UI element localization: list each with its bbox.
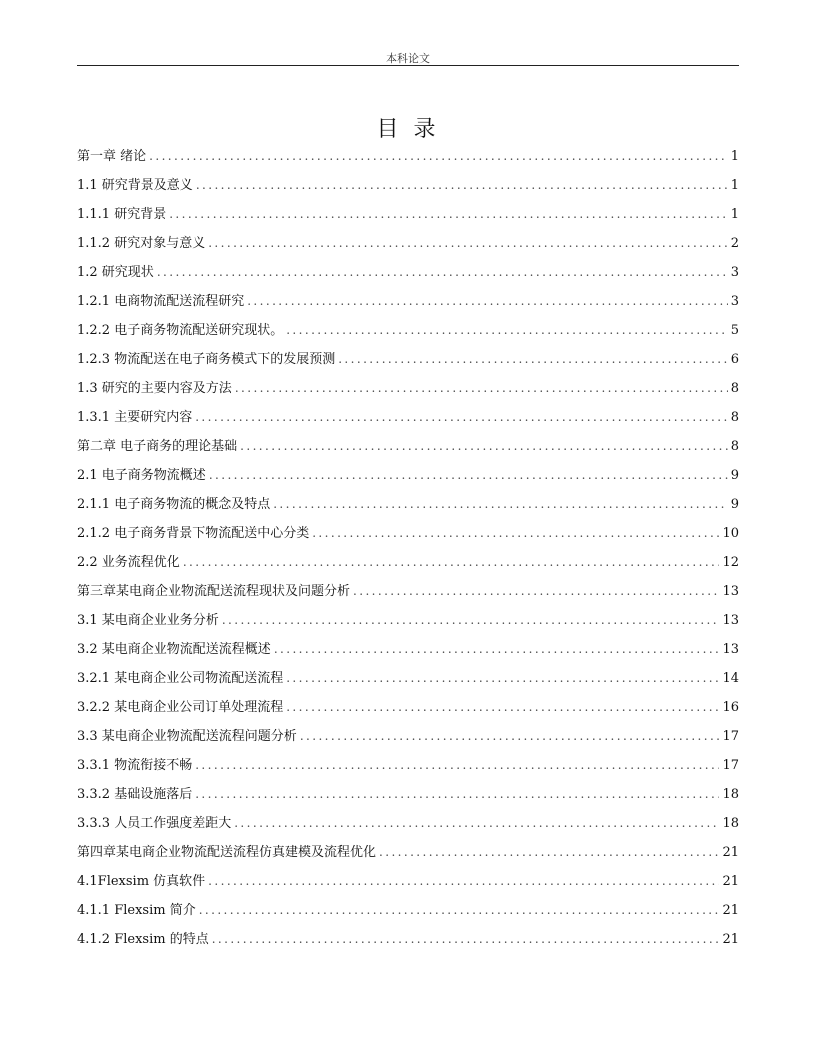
toc-entry-label: 4.1.1 Flexsim 简介 — [77, 903, 196, 918]
toc-entry-page: 14 — [722, 671, 739, 686]
toc-entry-page: 3 — [730, 265, 739, 280]
toc-entry[interactable] — [77, 316, 739, 345]
toc-entry-page: 1 — [730, 149, 739, 164]
toc-leader-dots — [235, 374, 728, 403]
toc-entry[interactable] — [77, 577, 739, 606]
toc-entry[interactable] — [77, 635, 739, 664]
toc-entry[interactable] — [77, 287, 739, 316]
toc-entry-label: 4.1Flexsim 仿真软件 — [77, 874, 206, 889]
toc-entry[interactable] — [77, 171, 739, 200]
toc-entry[interactable] — [77, 867, 739, 896]
toc-leader-dots — [195, 751, 719, 780]
toc-entry[interactable] — [77, 403, 739, 432]
toc-entry[interactable] — [77, 838, 739, 867]
toc-entry-label: 3.1 某电商企业业务分析 — [77, 613, 219, 628]
toc-leader-dots — [286, 693, 719, 722]
toc-entry-page: 9 — [730, 497, 739, 512]
toc-entry-label: 3.3 某电商企业物流配送流程问题分析 — [77, 729, 297, 744]
toc-leader-dots — [338, 345, 728, 374]
toc-leader-dots — [195, 403, 728, 432]
toc-entry[interactable] — [77, 519, 739, 548]
toc-entry[interactable] — [77, 664, 739, 693]
toc-entry-page: 18 — [722, 787, 739, 802]
toc-entry-page: 5 — [730, 323, 739, 338]
toc-entry-label: 3.2.1 某电商企业公司物流配送流程 — [77, 671, 284, 686]
toc-entry-page: 8 — [730, 410, 739, 425]
toc-entry-page: 16 — [722, 700, 739, 715]
toc-leader-dots — [240, 432, 728, 461]
toc-entry-label: 1.3.1 主要研究内容 — [77, 410, 193, 425]
toc-leader-dots — [183, 548, 720, 577]
toc-leader-dots — [274, 635, 720, 664]
toc-entry-label: 第二章 电子商务的理论基础 — [77, 439, 238, 454]
toc-entry-label: 3.3.2 基础设施落后 — [77, 787, 193, 802]
toc-entry[interactable] — [77, 925, 739, 954]
toc-entry-page: 21 — [722, 874, 739, 889]
page-header: 本科论文 — [386, 52, 430, 65]
header-rule — [77, 65, 739, 66]
toc-leader-dots — [234, 809, 719, 838]
toc-entry-label: 2.1.2 电子商务背景下物流配送中心分类 — [77, 526, 310, 541]
toc-entry-page: 17 — [722, 758, 739, 773]
toc-entry-label: 1.2.2 电子商务物流配送研究现状。 — [77, 323, 284, 338]
toc-entry-page: 13 — [722, 642, 739, 657]
toc-entry-label: 1.2 研究现状 — [77, 265, 154, 280]
toc-entry-label: 第四章某电商企业物流配送流程仿真建模及流程优化 — [77, 845, 377, 860]
toc-leader-dots — [157, 258, 728, 287]
toc-entry[interactable] — [77, 606, 739, 635]
toc-entry-page: 8 — [730, 381, 739, 396]
toc-entry-page: 17 — [722, 729, 739, 744]
toc-entry-label: 1.1.1 研究背景 — [77, 207, 167, 222]
toc-entry-label: 3.3.3 人员工作强度差距大 — [77, 816, 232, 831]
toc-entry[interactable] — [77, 722, 739, 751]
toc-entry-label: 第一章 绪论 — [77, 149, 147, 164]
toc-entry-page: 2 — [730, 236, 739, 251]
toc-entry[interactable] — [77, 432, 739, 461]
toc-leader-dots — [196, 171, 728, 200]
toc-entry-label: 1.3 研究的主要内容及方法 — [77, 381, 232, 396]
toc-entry-page: 6 — [730, 352, 739, 367]
toc-entry[interactable] — [77, 200, 739, 229]
toc-leader-dots — [199, 896, 720, 925]
toc-entry-page: 1 — [730, 178, 739, 193]
toc-entry[interactable] — [77, 229, 739, 258]
toc-leader-dots — [286, 316, 728, 345]
toc-leader-dots — [169, 200, 728, 229]
toc-entry-page: 21 — [722, 903, 739, 918]
toc-entry[interactable] — [77, 461, 739, 490]
toc-entry-label: 1.1 研究背景及意义 — [77, 178, 193, 193]
toc-leader-dots — [273, 490, 728, 519]
toc-leader-dots — [312, 519, 719, 548]
toc-entry[interactable] — [77, 490, 739, 519]
toc-leader-dots — [208, 229, 728, 258]
toc-entry[interactable] — [77, 548, 739, 577]
toc-leader-dots — [212, 925, 720, 954]
toc-entry-page: 13 — [722, 584, 739, 599]
toc-entry-label: 2.2 业务流程优化 — [77, 555, 180, 570]
toc-entry[interactable] — [77, 374, 739, 403]
toc-leader-dots — [149, 142, 728, 171]
toc-entry-page: 13 — [722, 613, 739, 628]
toc-entry-label: 3.2.2 某电商企业公司订单处理流程 — [77, 700, 284, 715]
toc-leader-dots — [247, 287, 728, 316]
toc-entry-label: 第三章某电商企业物流配送流程现状及问题分析 — [77, 584, 351, 599]
toc-leader-dots — [300, 722, 720, 751]
toc-entry-page: 9 — [730, 468, 739, 483]
toc-entry-label: 1.2.3 物流配送在电子商务模式下的发展预测 — [77, 352, 336, 367]
toc-entry[interactable] — [77, 345, 739, 374]
toc-entry[interactable] — [77, 693, 739, 722]
toc-entry-page: 10 — [722, 526, 739, 541]
toc-entry-label: 1.2.1 电商物流配送流程研究 — [77, 294, 245, 309]
toc-entry-page: 21 — [722, 845, 739, 860]
toc-leader-dots — [353, 577, 719, 606]
toc-entry-page: 21 — [722, 932, 739, 947]
toc-entry[interactable] — [77, 896, 739, 925]
toc-entry-label: 4.1.2 Flexsim 的特点 — [77, 932, 209, 947]
toc-entry-label: 1.1.2 研究对象与意义 — [77, 236, 206, 251]
toc-entry-page: 1 — [730, 207, 739, 222]
toc-leader-dots — [208, 867, 719, 896]
toc-entry-label: 3.2 某电商企业物流配送流程概述 — [77, 642, 271, 657]
page-title: 目 录 — [376, 117, 440, 142]
toc-entry[interactable] — [77, 142, 739, 171]
toc-entry-label: 2.1.1 电子商务物流的概念及特点 — [77, 497, 271, 512]
toc-leader-dots — [379, 838, 719, 867]
toc-leader-dots — [286, 664, 719, 693]
toc-entry-label: 3.3.1 物流衔接不畅 — [77, 758, 193, 773]
toc-leader-dots — [222, 606, 720, 635]
toc-entry[interactable] — [77, 751, 739, 780]
toc-entry-page: 3 — [730, 294, 739, 309]
toc-leader-dots — [209, 461, 728, 490]
toc-entry[interactable] — [77, 780, 739, 809]
toc-entry-label: 2.1 电子商务物流概述 — [77, 468, 206, 483]
table-of-contents — [77, 142, 739, 954]
toc-entry-page: 12 — [722, 555, 739, 570]
toc-entry[interactable] — [77, 809, 739, 838]
toc-entry-page: 18 — [722, 816, 739, 831]
toc-entry[interactable] — [77, 258, 739, 287]
toc-entry-page: 8 — [730, 439, 739, 454]
toc-leader-dots — [195, 780, 719, 809]
